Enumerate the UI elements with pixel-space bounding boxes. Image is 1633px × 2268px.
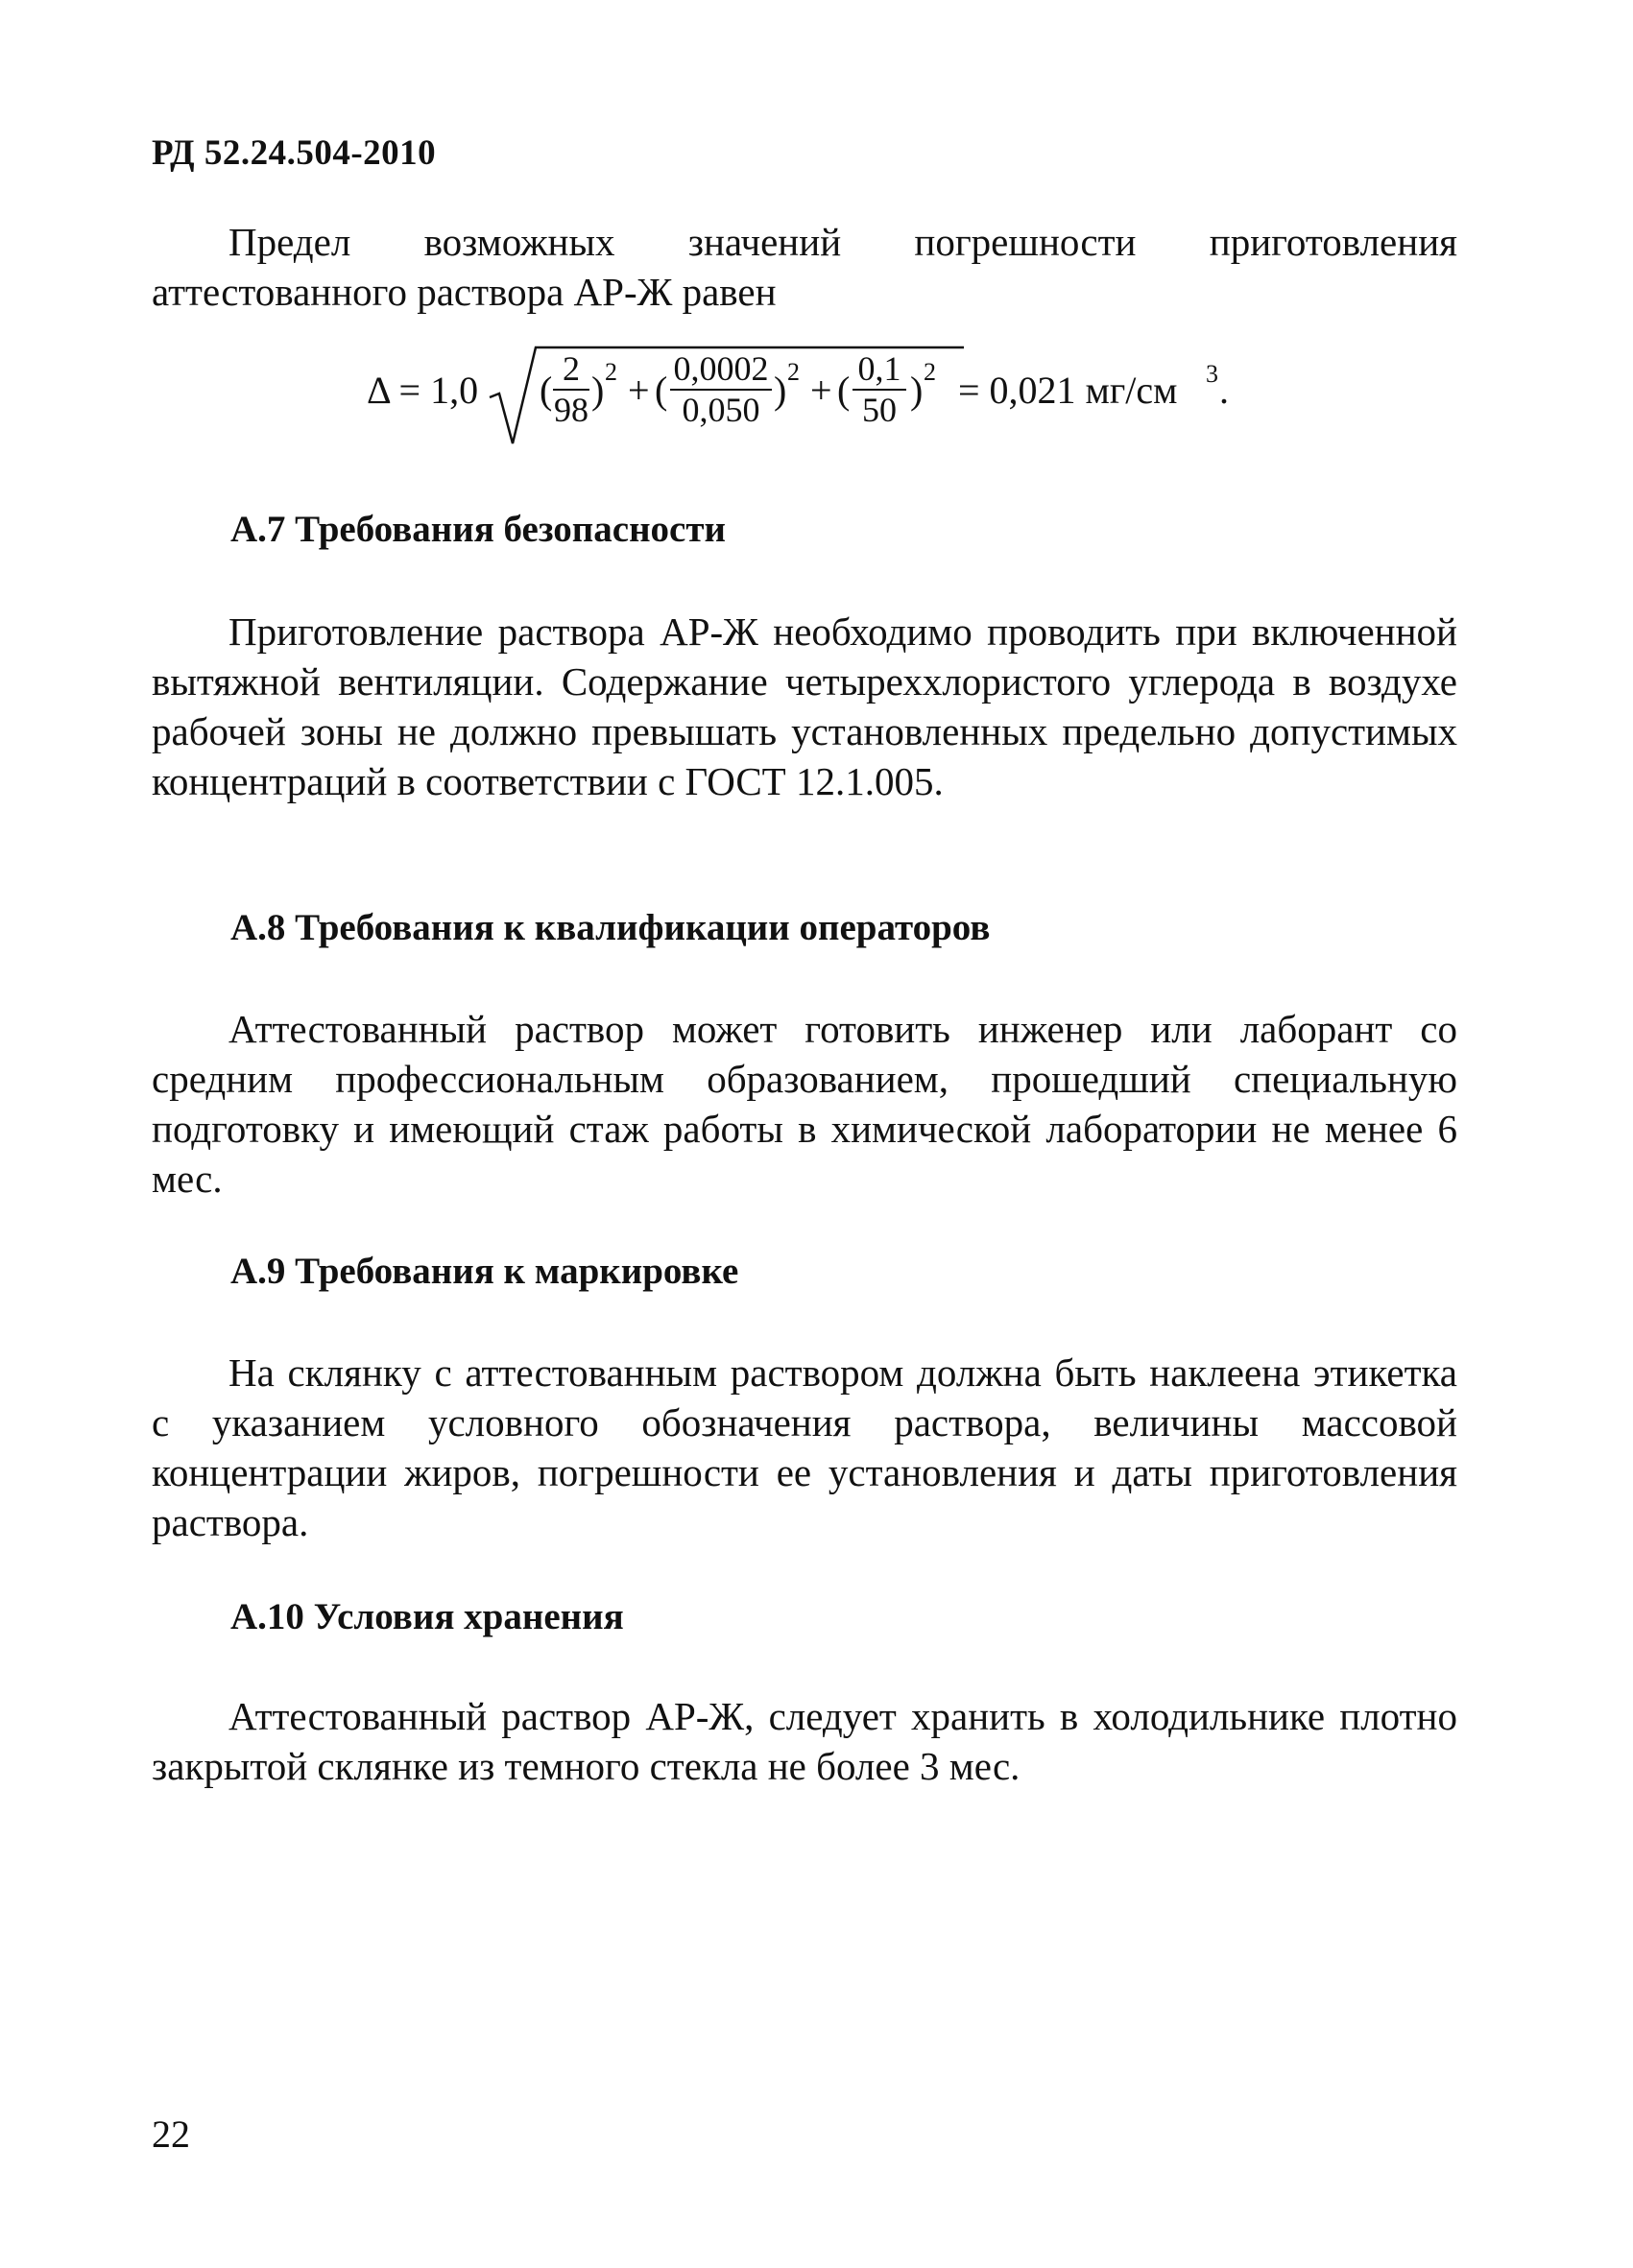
- svg-text:(: (: [655, 369, 668, 412]
- term1-exponent: 2: [605, 358, 617, 386]
- formula-graphic: [367, 322, 1288, 466]
- svg-text:(: (: [837, 369, 851, 412]
- term2-exponent: 2: [787, 358, 800, 386]
- section-a8-text: Аттестованный раствор может готовить инженер или лаборант со средним профессиональным образованием, прошедший специальную подготовку и имеющий стаж работы в химической лаборатории не менее 6 мес.: [152, 1007, 1457, 1201]
- plus-1: +: [628, 369, 650, 412]
- term3-exponent: 2: [924, 358, 936, 386]
- term2-numerator: 0,0002: [673, 349, 769, 388]
- section-a7-heading: А.7 Требования безопасности: [230, 509, 726, 550]
- section-a9-paragraph: [152, 1348, 1457, 1547]
- formula-lhs: Δ = 1,0: [367, 369, 479, 412]
- formula-result: = 0,021 мг/см: [958, 369, 1178, 412]
- formula-result-exponent: 3: [1206, 360, 1218, 388]
- section-a9-heading: А.9 Требования к маркировке: [230, 1251, 739, 1292]
- term3-denominator: 50: [862, 391, 897, 429]
- section-a7-paragraph: [152, 607, 1457, 806]
- section-a7-text: Приготовление раствора АР-Ж необходимо проводить при включенной вытяжной вентиляции. Содержание четыреххлористого углерода в воздухе рабочей зоны не должно превышать установленных предельно допустимых концентраций в соответствии с ГОСТ 12.1.005.: [152, 609, 1457, 803]
- section-a10-paragraph: [152, 1691, 1457, 1791]
- section-a10-heading: А.10 Условия хранения: [230, 1596, 624, 1637]
- document-code: РД 52.24.504-2010: [152, 133, 437, 173]
- intro-text: Предел возможных значений погрешности приготовления аттестованного раствора АР-Ж равен: [152, 220, 1457, 314]
- section-a8-heading: А.8 Требования к квалификации операторов: [230, 907, 991, 948]
- svg-text:(: (: [540, 369, 553, 412]
- error-formula: [367, 322, 1288, 466]
- term1-denominator: 98: [554, 391, 588, 429]
- section-a9-text: На склянку с аттестованным раствором должна быть наклеена этикетка с указанием условного обозначения раствора, величины массовой концентрации жиров, погрешности ее установления и даты приготовления раствора.: [152, 1350, 1457, 1544]
- term1-numerator: 2: [563, 349, 580, 388]
- plus-2: +: [810, 369, 832, 412]
- formula-result-end: .: [1219, 369, 1229, 412]
- term2-denominator: 0,050: [682, 391, 760, 429]
- svg-text:): ): [774, 369, 787, 412]
- intro-paragraph: [152, 217, 1457, 317]
- section-a10-text: Аттестованный раствор АР-Ж, следует хранить в холодильнике плотно закрытой склянке из темного стекла не более 3 мес.: [152, 1694, 1457, 1788]
- svg-text:): ): [591, 369, 605, 412]
- section-a8-paragraph: [152, 1004, 1457, 1204]
- page-number: 22: [152, 2113, 190, 2156]
- term3-numerator: 0,1: [857, 349, 901, 388]
- svg-text:): ): [910, 369, 924, 412]
